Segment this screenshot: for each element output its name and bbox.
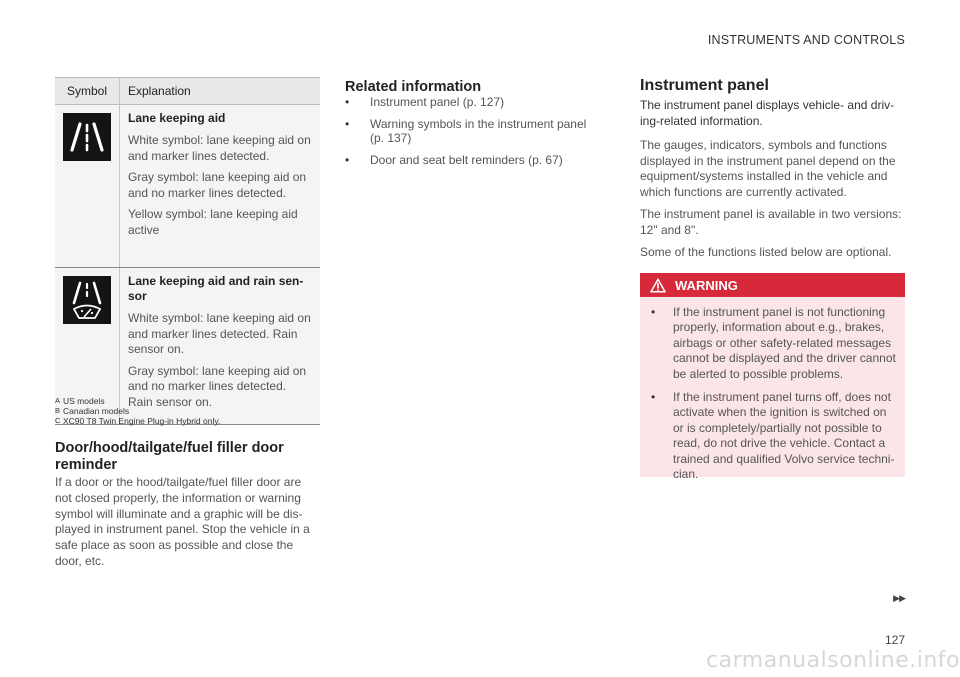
warning-text: If the instrument panel turns off, does not activate when the ignition is switched on or is completely/partially not possible to read, do not drive the vehicle. Contact a trained and qualified Volvo service techni-cian. — [673, 390, 895, 482]
bullet: • — [345, 116, 350, 131]
bullet: • — [651, 390, 656, 405]
bullet: • — [345, 95, 350, 109]
related-link[interactable]: Warning symbols in the instrument panel (p. 137) — [370, 116, 587, 145]
bullet: • — [651, 305, 656, 319]
row-paragraph: Yellow symbol: lane keeping aid active — [128, 207, 298, 237]
column-header-explanation: Explanation — [120, 78, 321, 105]
related-information-heading: Related information — [345, 79, 482, 95]
footnote-text: Canadian models — [63, 406, 130, 416]
warning-list — [640, 297, 905, 482]
related-link[interactable]: Door and seat belt reminders (p. 67) — [370, 152, 563, 167]
warning-title: WARNING — [675, 277, 738, 293]
warning-triangle-icon — [650, 278, 666, 293]
symbol-cell — [55, 105, 120, 268]
footnote-text: US models — [63, 396, 105, 406]
list-item[interactable] — [345, 95, 595, 110]
row-paragraph: White symbol: lane keeping aid on and marker lines detected. — [128, 133, 311, 163]
list-item[interactable] — [345, 117, 595, 146]
table-row — [55, 105, 320, 268]
footnote-text: XC90 T8 Twin Engine Plug-in Hybrid only. — [63, 416, 221, 426]
instrument-panel-heading: Instrument panel — [640, 77, 769, 94]
related-information-list — [345, 95, 595, 174]
instrument-panel-lead: The instrument panel displays vehicle- and driv-ing-related information. — [640, 98, 895, 128]
list-item[interactable] — [345, 153, 595, 168]
explanation-cell — [120, 105, 321, 268]
row-paragraph: Gray symbol: lane keeping aid on and no marker lines detected. Rain sensor on. — [128, 363, 307, 409]
lane-keeping-aid-icon — [63, 113, 111, 161]
row-title: Lane keeping aid and rain sen-sor — [128, 274, 304, 303]
footnote — [55, 416, 220, 426]
row-paragraph: Gray symbol: lane keeping aid on and no marker lines detected. — [128, 170, 307, 200]
instrument-panel-paragraph: The gauges, indicators, symbols and functions displayed in the instrument panel depend on the equipment/systems installed in the vehicle and which functions are currently activated. — [640, 138, 896, 199]
column-header-symbol: Symbol — [55, 78, 120, 105]
lane-keeping-aid-rain-sensor-icon — [63, 276, 111, 324]
door-reminder-heading: Door/hood/tailgate/fuel filler door reminder — [55, 440, 284, 473]
next-page-arrows-icon: ▶▶ — [893, 593, 905, 603]
footnote-letter: C — [55, 416, 61, 425]
row-paragraph: White symbol: lane keeping aid on and marker lines detected. Rain sensor on. — [128, 311, 311, 356]
footnote — [55, 396, 220, 406]
footnote-letter: A — [55, 396, 61, 405]
watermark: carmanualsonline.info — [706, 648, 960, 673]
instrument-panel-paragraph: The instrument panel is available in two versions: 12" and 8". — [640, 207, 902, 237]
symbol-table — [55, 77, 320, 425]
related-link[interactable]: Instrument panel (p. 127) — [370, 95, 505, 109]
warning-box — [640, 273, 905, 482]
list-item — [651, 305, 897, 382]
instrument-panel-paragraph: Some of the functions listed below are optional. — [640, 245, 892, 259]
bullet: • — [345, 152, 350, 167]
row-title: Lane keeping aid — [128, 111, 226, 125]
door-reminder-body: If a door or the hood/tailgate/fuel filler door are not closed properly, the information or warning symbol will illuminate and a graphic will be dis-played in instrument panel. Stop the vehicle in a safe place as soon as possible and close the door, etc. — [55, 475, 310, 568]
page-header-title: INSTRUMENTS AND CONTROLS — [707, 33, 905, 47]
page-number: 127 — [884, 633, 905, 647]
warning-text: If the instrument panel is not functioning properly, information about e.g., brakes, airbags or other safety-related messages cannot be displayed and the driver cannot be alerted to possible problems. — [673, 305, 896, 381]
table-header-row — [55, 78, 320, 105]
footnote-letter: B — [55, 406, 61, 415]
warning-header — [640, 273, 905, 297]
footnotes — [55, 396, 220, 426]
footnote — [55, 406, 220, 416]
list-item — [651, 390, 897, 482]
